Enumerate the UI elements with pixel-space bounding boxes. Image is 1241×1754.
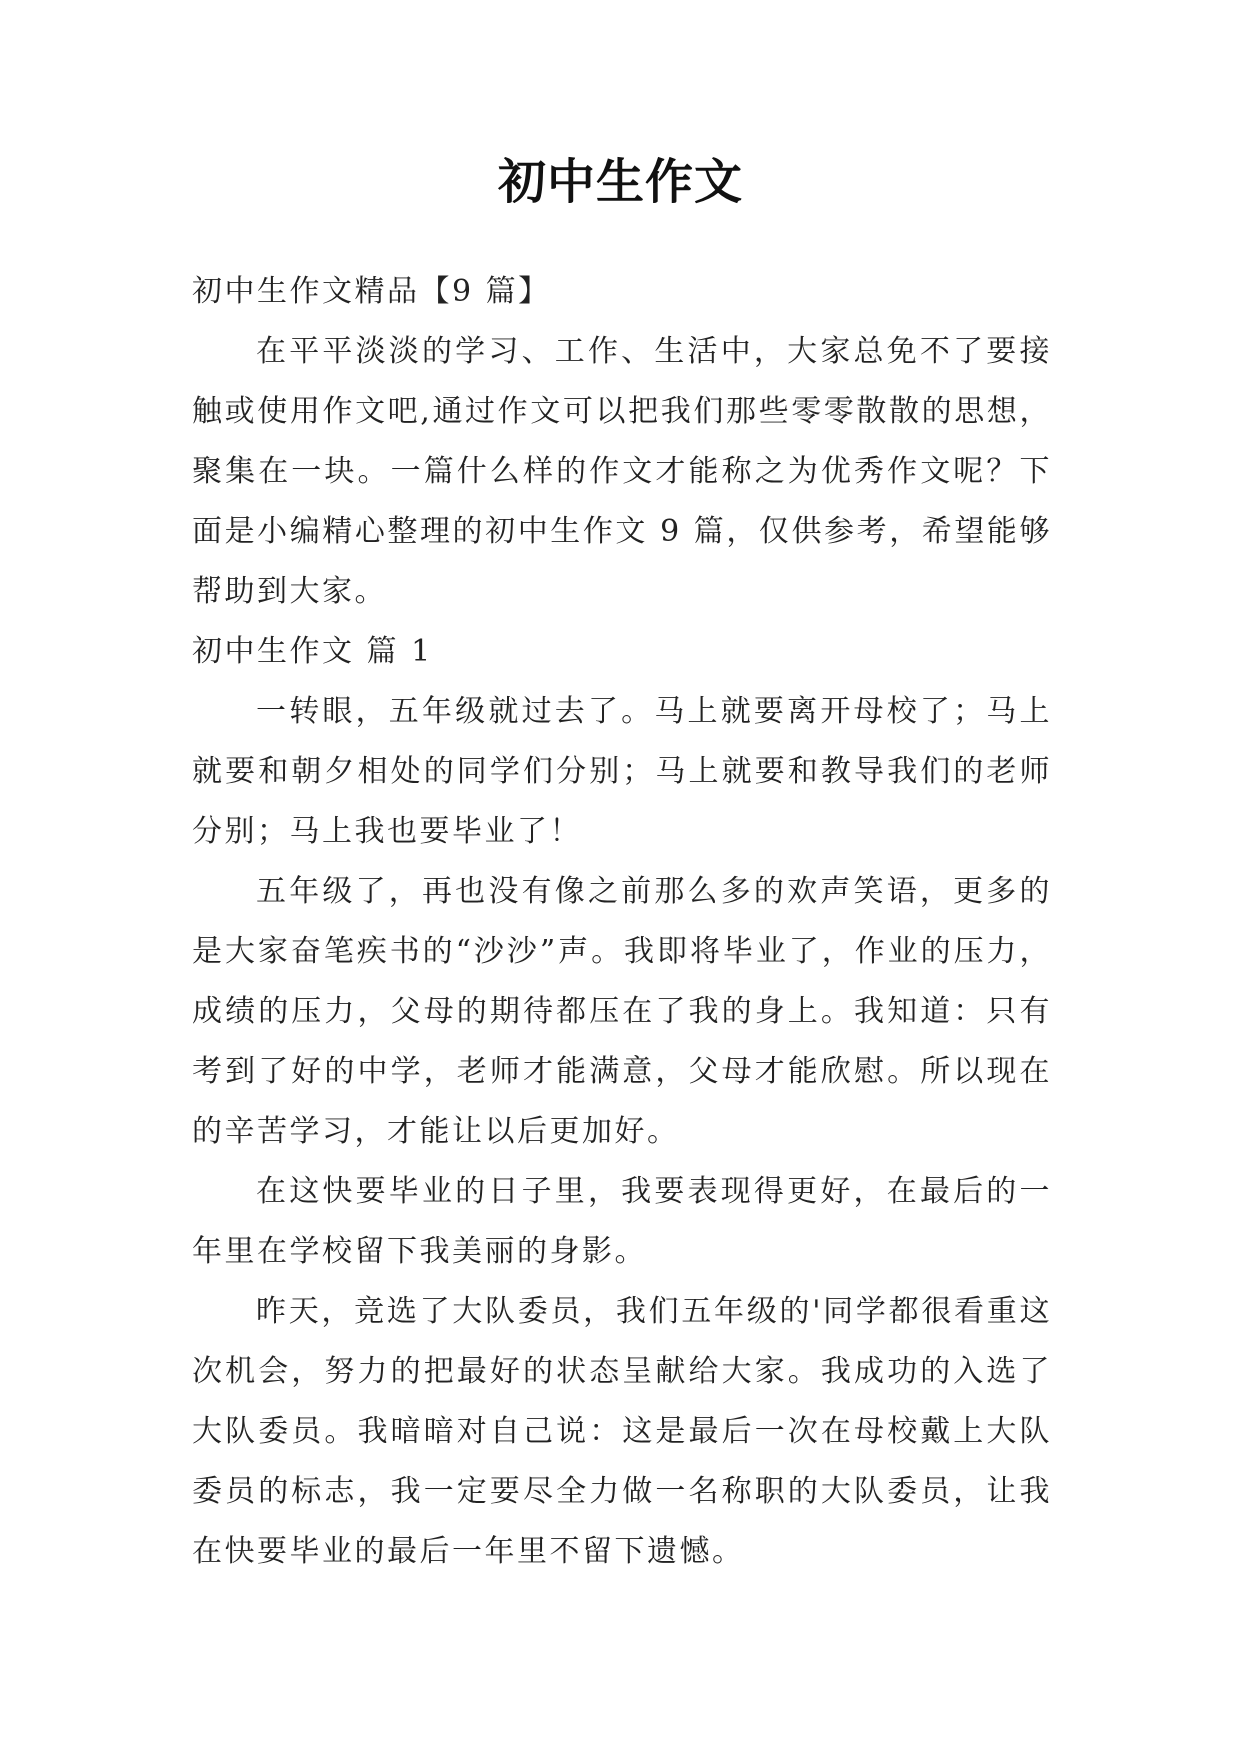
document-title: 初中生作文 bbox=[497, 154, 743, 210]
section-heading: 初中生作文 篇 1 bbox=[192, 634, 433, 669]
body-paragraph-1: 一转眼，五年级就过去了。马上就要离开母校了；马上就要和朝夕相处的同学们分别；马上就要和教导我们的老师分别；马上我也要毕业了！ bbox=[192, 694, 1052, 849]
body-paragraph-3: 在这快要毕业的日子里，我要表现得更好，在最后的一年里在学校留下我美丽的身影。 bbox=[192, 1174, 1052, 1269]
document-body bbox=[192, 262, 1052, 1582]
body-paragraph-2: 五年级了，再也没有像之前那么多的欢声笑语，更多的是大家奋笔疾书的“沙沙”声。我即将毕业了，作业的压力，成绩的压力，父母的期待都压在了我的身上。我知道：只有考到了好的中学，老师才能满意，父母才能欣慰。所以现在的辛苦学习，才能让以后更加好。 bbox=[192, 874, 1052, 1149]
intro-paragraph: 在平平淡淡的学习、工作、生活中，大家总免不了要接触或使用作文吧,通过作文可以把我们那些零零散散的思想，聚集在一块。一篇什么样的作文才能称之为优秀作文呢？下面是小编精心整理的初中生作文 9 篇，仅供参考，希望能够帮助到大家。 bbox=[192, 334, 1052, 609]
document-subtitle: 初中生作文精品【9 篇】 bbox=[192, 274, 551, 309]
body-paragraph-4: 昨天，竞选了大队委员，我们五年级的'同学都很看重这次机会，努力的把最好的状态呈献给大家。我成功的入选了大队委员。我暗暗对自己说：这是最后一次在母校戴上大队委员的标志，我一定要尽全力做一名称职的大队委员，让我在快要毕业的最后一年里不留下遗憾。 bbox=[192, 1294, 1052, 1569]
